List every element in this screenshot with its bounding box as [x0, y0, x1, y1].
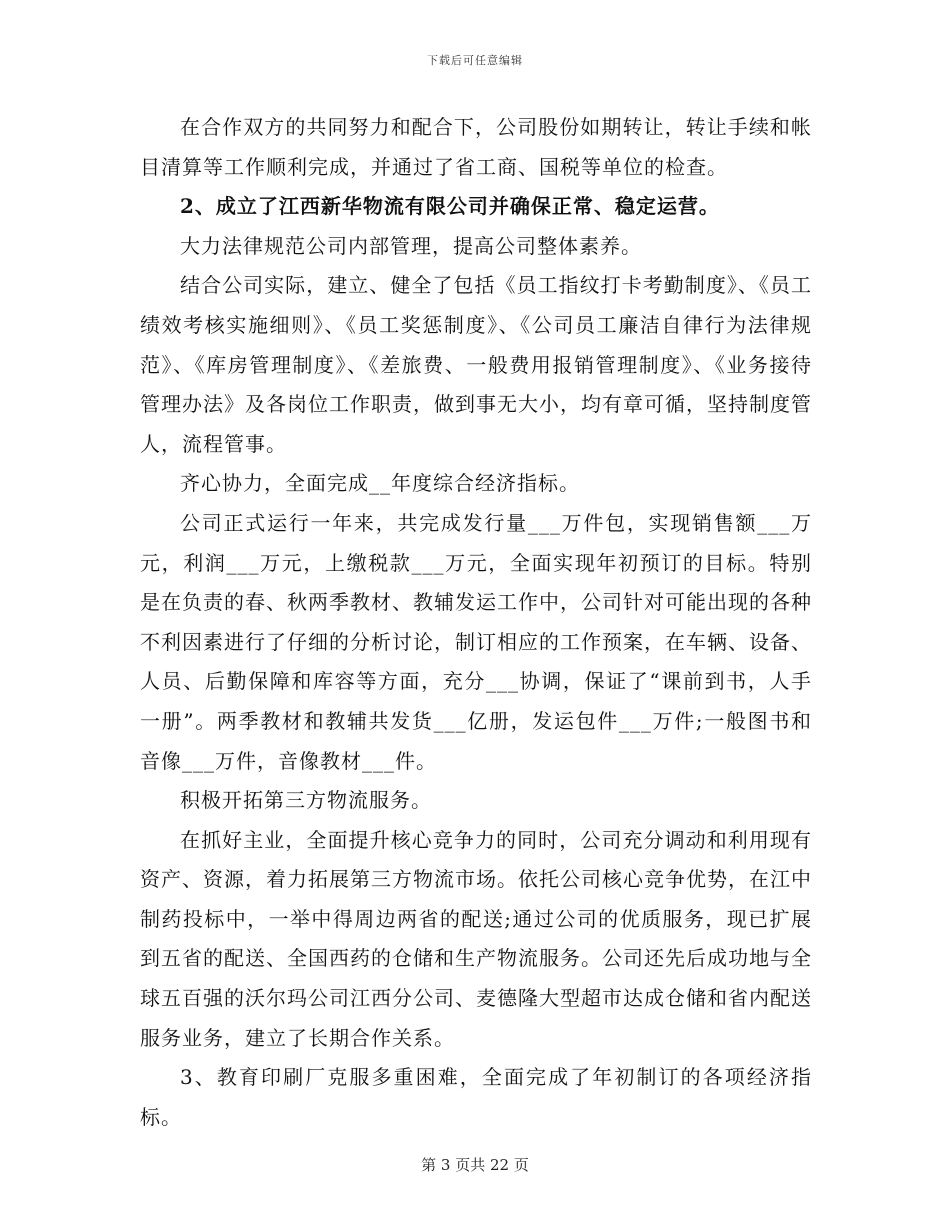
- paragraph-4: 结合公司实际，建立、健全了包括《员工指纹打卡考勤制度》、《员工绩效考核实施细则》、《员工奖惩制度》、《公司员工廉洁自律行为法律规范》、《库房管理制度》、《差旅费、一般费用报销管理制度》、《业务接待管理办法》及各岗位工作职责，做到事无大小，均有章可循，坚持制度管人，流程管事。: [140, 273, 812, 456]
- paragraph-8: 在抓好主业，全面提升核心竞争力的同时，公司充分调动和利用现有资产、资源，着力拓展第三方物流市场。依托公司核心竞争优势，在江中制药投标中，一举中得周边两省的配送;通过公司的优质服务，现已扩展到五省的配送、全国西药的仓储和生产物流服务。公司还先后成功地与全球五百强的沃尔玛公司江西分公司、麦德隆大型超市达成仓储和省内配送服务业务，建立了长期合作关系。: [140, 827, 812, 1050]
- paragraph-5: 齐心协力，全面完成__年度综合经济指标。: [180, 471, 580, 496]
- paragraph-9: 3、教育印刷厂克服多重困难，全面完成了年初制订的各项经济指标。: [140, 1065, 812, 1129]
- paragraph-2-heading: 2、成立了江西新华物流有限公司并确保正常、稳定运营。: [180, 194, 720, 219]
- page-header: 下载后可任意编辑: [427, 54, 523, 67]
- paragraph-3: 大力法律规范公司内部管理，提高公司整体素养。: [180, 233, 642, 258]
- page-footer: 第 3 页共 22 页: [421, 1156, 529, 1174]
- document-body: [140, 108, 812, 1137]
- paragraph-6: 公司正式运行一年来，共完成发行量___万件包，实现销售额___万元，利润___万元，上缴税款___万元，全面实现年初预订的目标。特别是在负责的春、秋两季教材、教辅发运工作中，公司针对可能出现的各种不利因素进行了仔细的分析讨论，制订相应的工作预案，在车辆、设备、人员、后勤保障和库容等方面，充分___协调，保证了“课前到书，人手一册”。两季教材和教辅共发货___亿册，发运包件___万件;一般图书和音像___万件，音像教材___件。: [140, 510, 812, 773]
- paragraph-1: 在合作双方的共同努力和配合下，公司股份如期转让，转让手续和帐目清算等工作顺利完成，并通过了省工商、国税等单位的检查。: [140, 115, 812, 179]
- paragraph-7: 积极开拓第三方物流服务。: [180, 788, 432, 813]
